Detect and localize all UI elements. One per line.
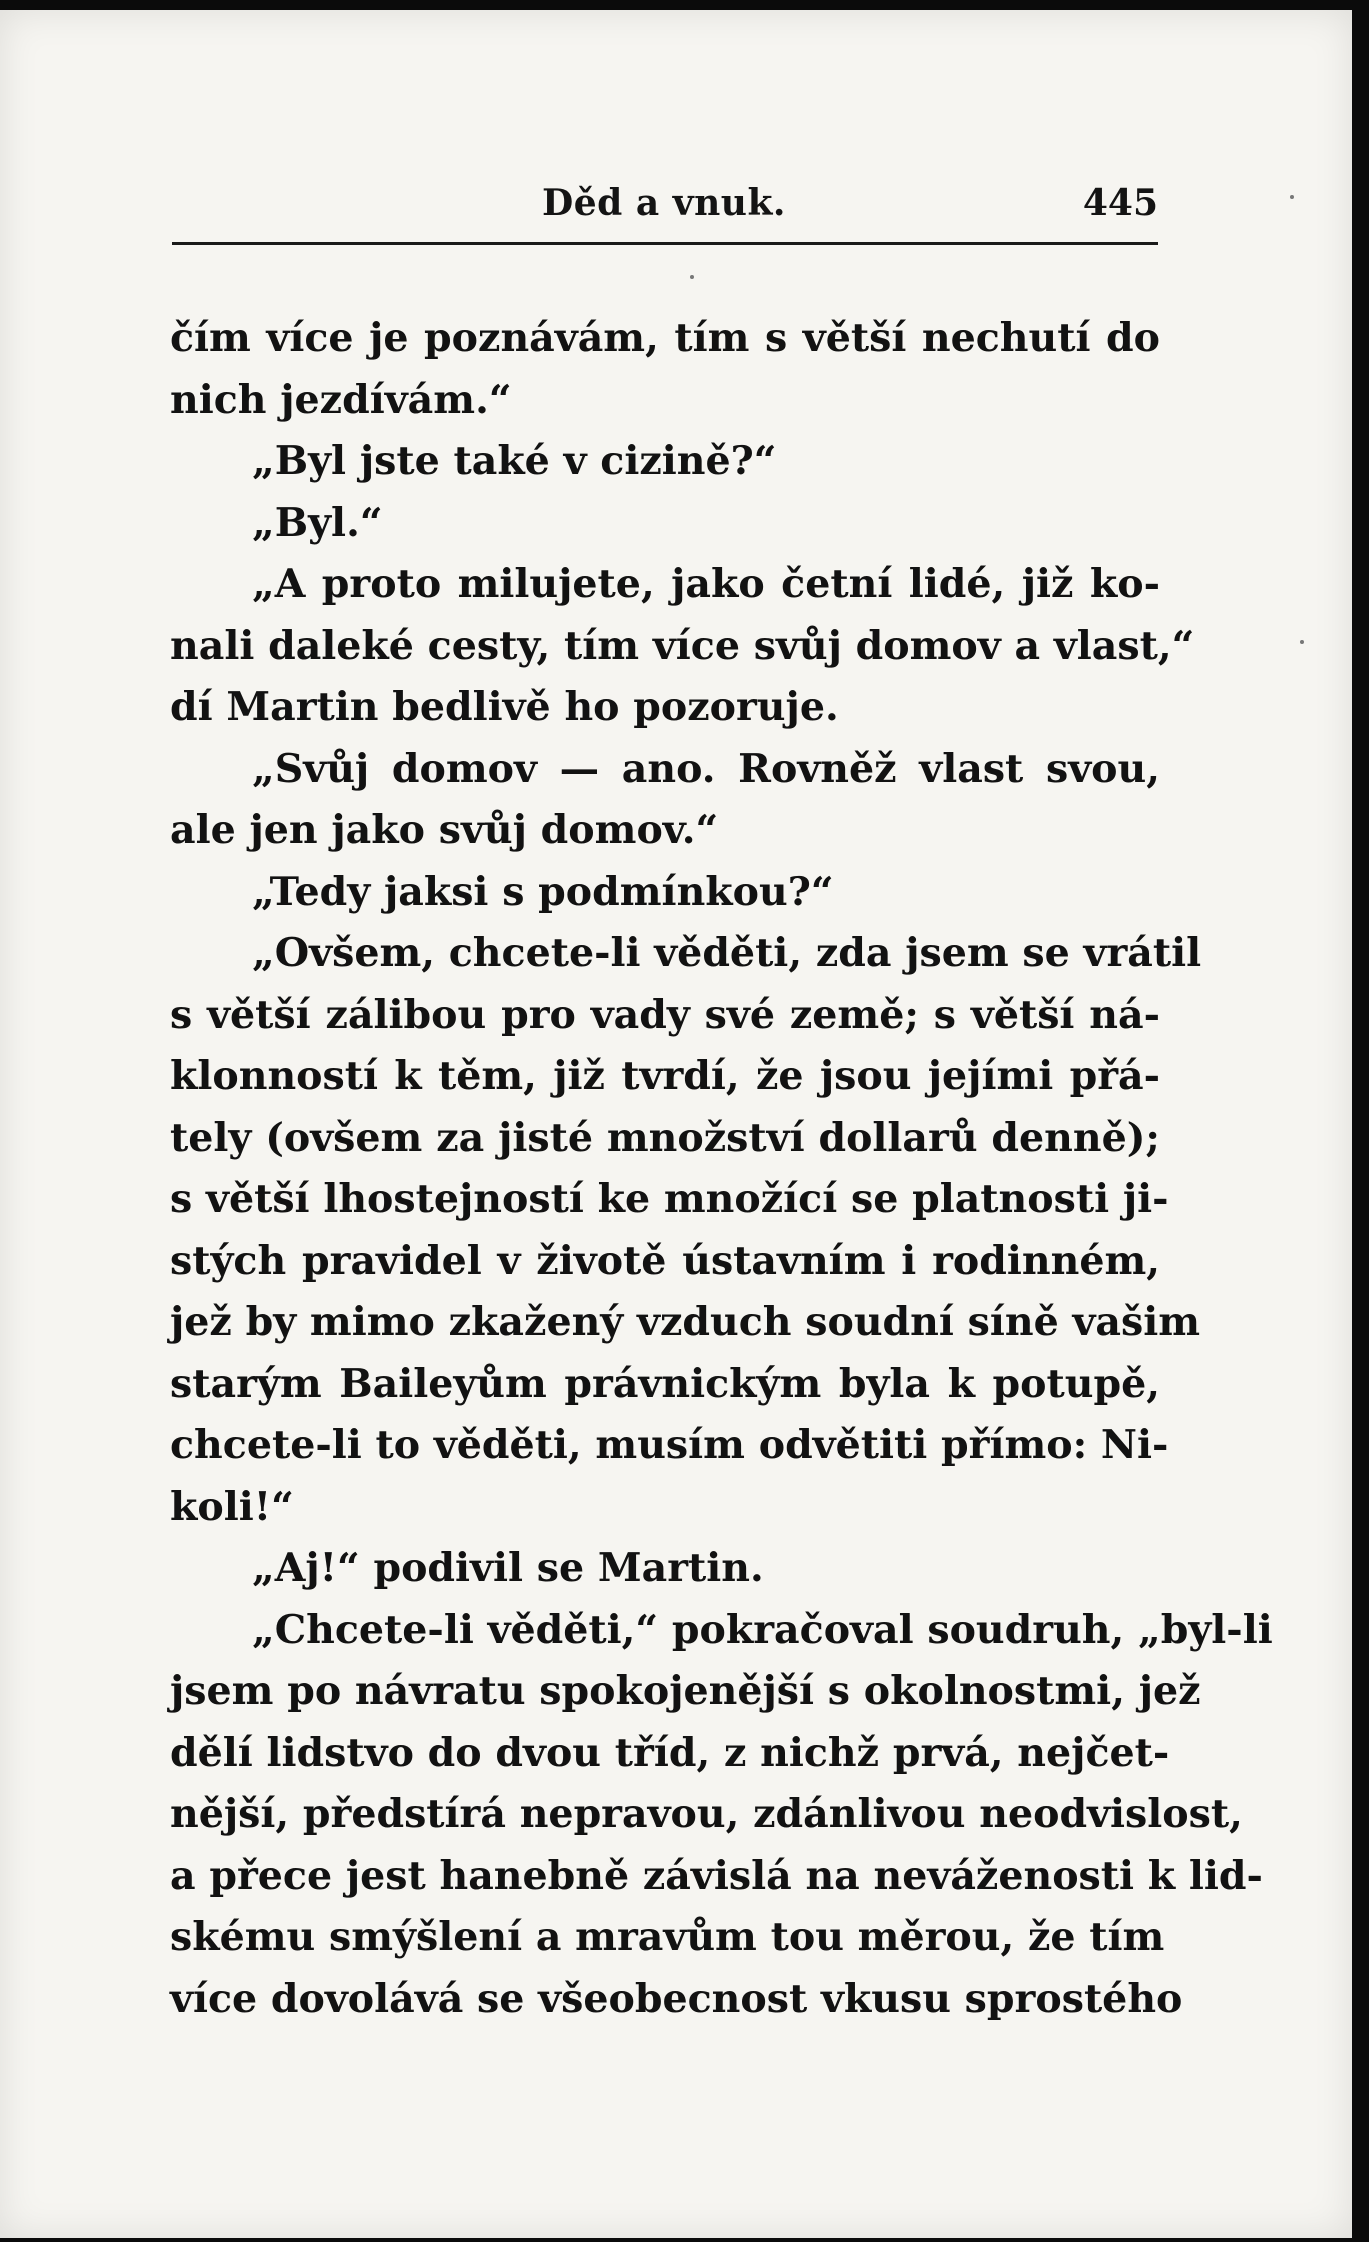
text-line: „Byl.“ <box>252 499 383 546</box>
body-text <box>170 308 1273 2030</box>
text-line: chcete-li to věděti, musím odvětiti přímo: Ni- <box>170 1422 1169 1468</box>
text-line: stých pravidel v životě ústavním i rodinném, <box>170 1237 1160 1284</box>
text-line: starým Baileyům právnickým byla k potupě, <box>170 1360 1160 1407</box>
text-line: čím více je poznávám, tím s větší nechutí do <box>170 315 1160 361</box>
text-line: s větší lhostejností ke množící se platnosti ji- <box>170 1176 1169 1222</box>
text-line: nali daleké cesty, tím více svůj domov a vlast,“ <box>170 622 1195 669</box>
text-line: dělí lidstvo do dvou tříd, z nichž prvá, nejčet- <box>170 1729 1170 1776</box>
text-line: nější, předstírá nepravou, zdánlivou neodvislost, <box>170 1791 1243 1837</box>
text-line: nich jezdívám.“ <box>170 376 512 423</box>
text-line: dí Martin bedlivě ho pozoruje. <box>170 684 839 730</box>
text-line: s větší zálibou pro vady své země; s větší ná- <box>170 991 1160 1038</box>
text-line: „Byl jste také v cizině?“ <box>252 438 777 484</box>
text-line: a přece jest hanebně závislá na neváženosti k lid- <box>170 1852 1263 1899</box>
text-line: „A proto milujete, jako četní lidé, již ko- <box>252 561 1160 607</box>
text-line: tely (ovšem za jisté množství dollarů denně); <box>170 1114 1160 1161</box>
scan-speck <box>1290 195 1294 199</box>
page-number: 445 <box>1082 182 1158 224</box>
text-line: „Chcete-li věděti,“ pokračoval soudruh, „byl-li <box>252 1606 1273 1653</box>
text-line: jež by mimo zkažený vzduch soudní síně vašim <box>170 1299 1201 1345</box>
text-line: jsem po návratu spokojenější s okolnostmi, jež <box>170 1668 1201 1714</box>
text-line: „Tedy jaksi s podmínkou?“ <box>252 868 834 915</box>
text-line: klonností k těm, již tvrdí, že jsou jejími přá- <box>170 1053 1160 1099</box>
text-line: koli!“ <box>170 1483 294 1530</box>
scan-speck <box>690 275 694 279</box>
text-line: ale jen jako svůj domov.“ <box>170 807 719 853</box>
page-header <box>172 182 1158 245</box>
scan-speck <box>1300 640 1304 644</box>
text-line: více dovolává se všeobecnost vkusu sprostého <box>170 1975 1183 2022</box>
running-title: Děd a vnuk. <box>542 182 786 224</box>
book-page <box>0 10 1352 2238</box>
text-line: „Ovšem, chcete-li věděti, zda jsem se vrátil <box>252 930 1202 976</box>
text-line: skému smýšlení a mravům tou měrou, že tím <box>170 1914 1165 1960</box>
text-line: „Svůj domov — ano. Rovněž vlast svou, <box>252 745 1160 792</box>
text-line: „Aj!“ podivil se Martin. <box>252 1545 764 1591</box>
